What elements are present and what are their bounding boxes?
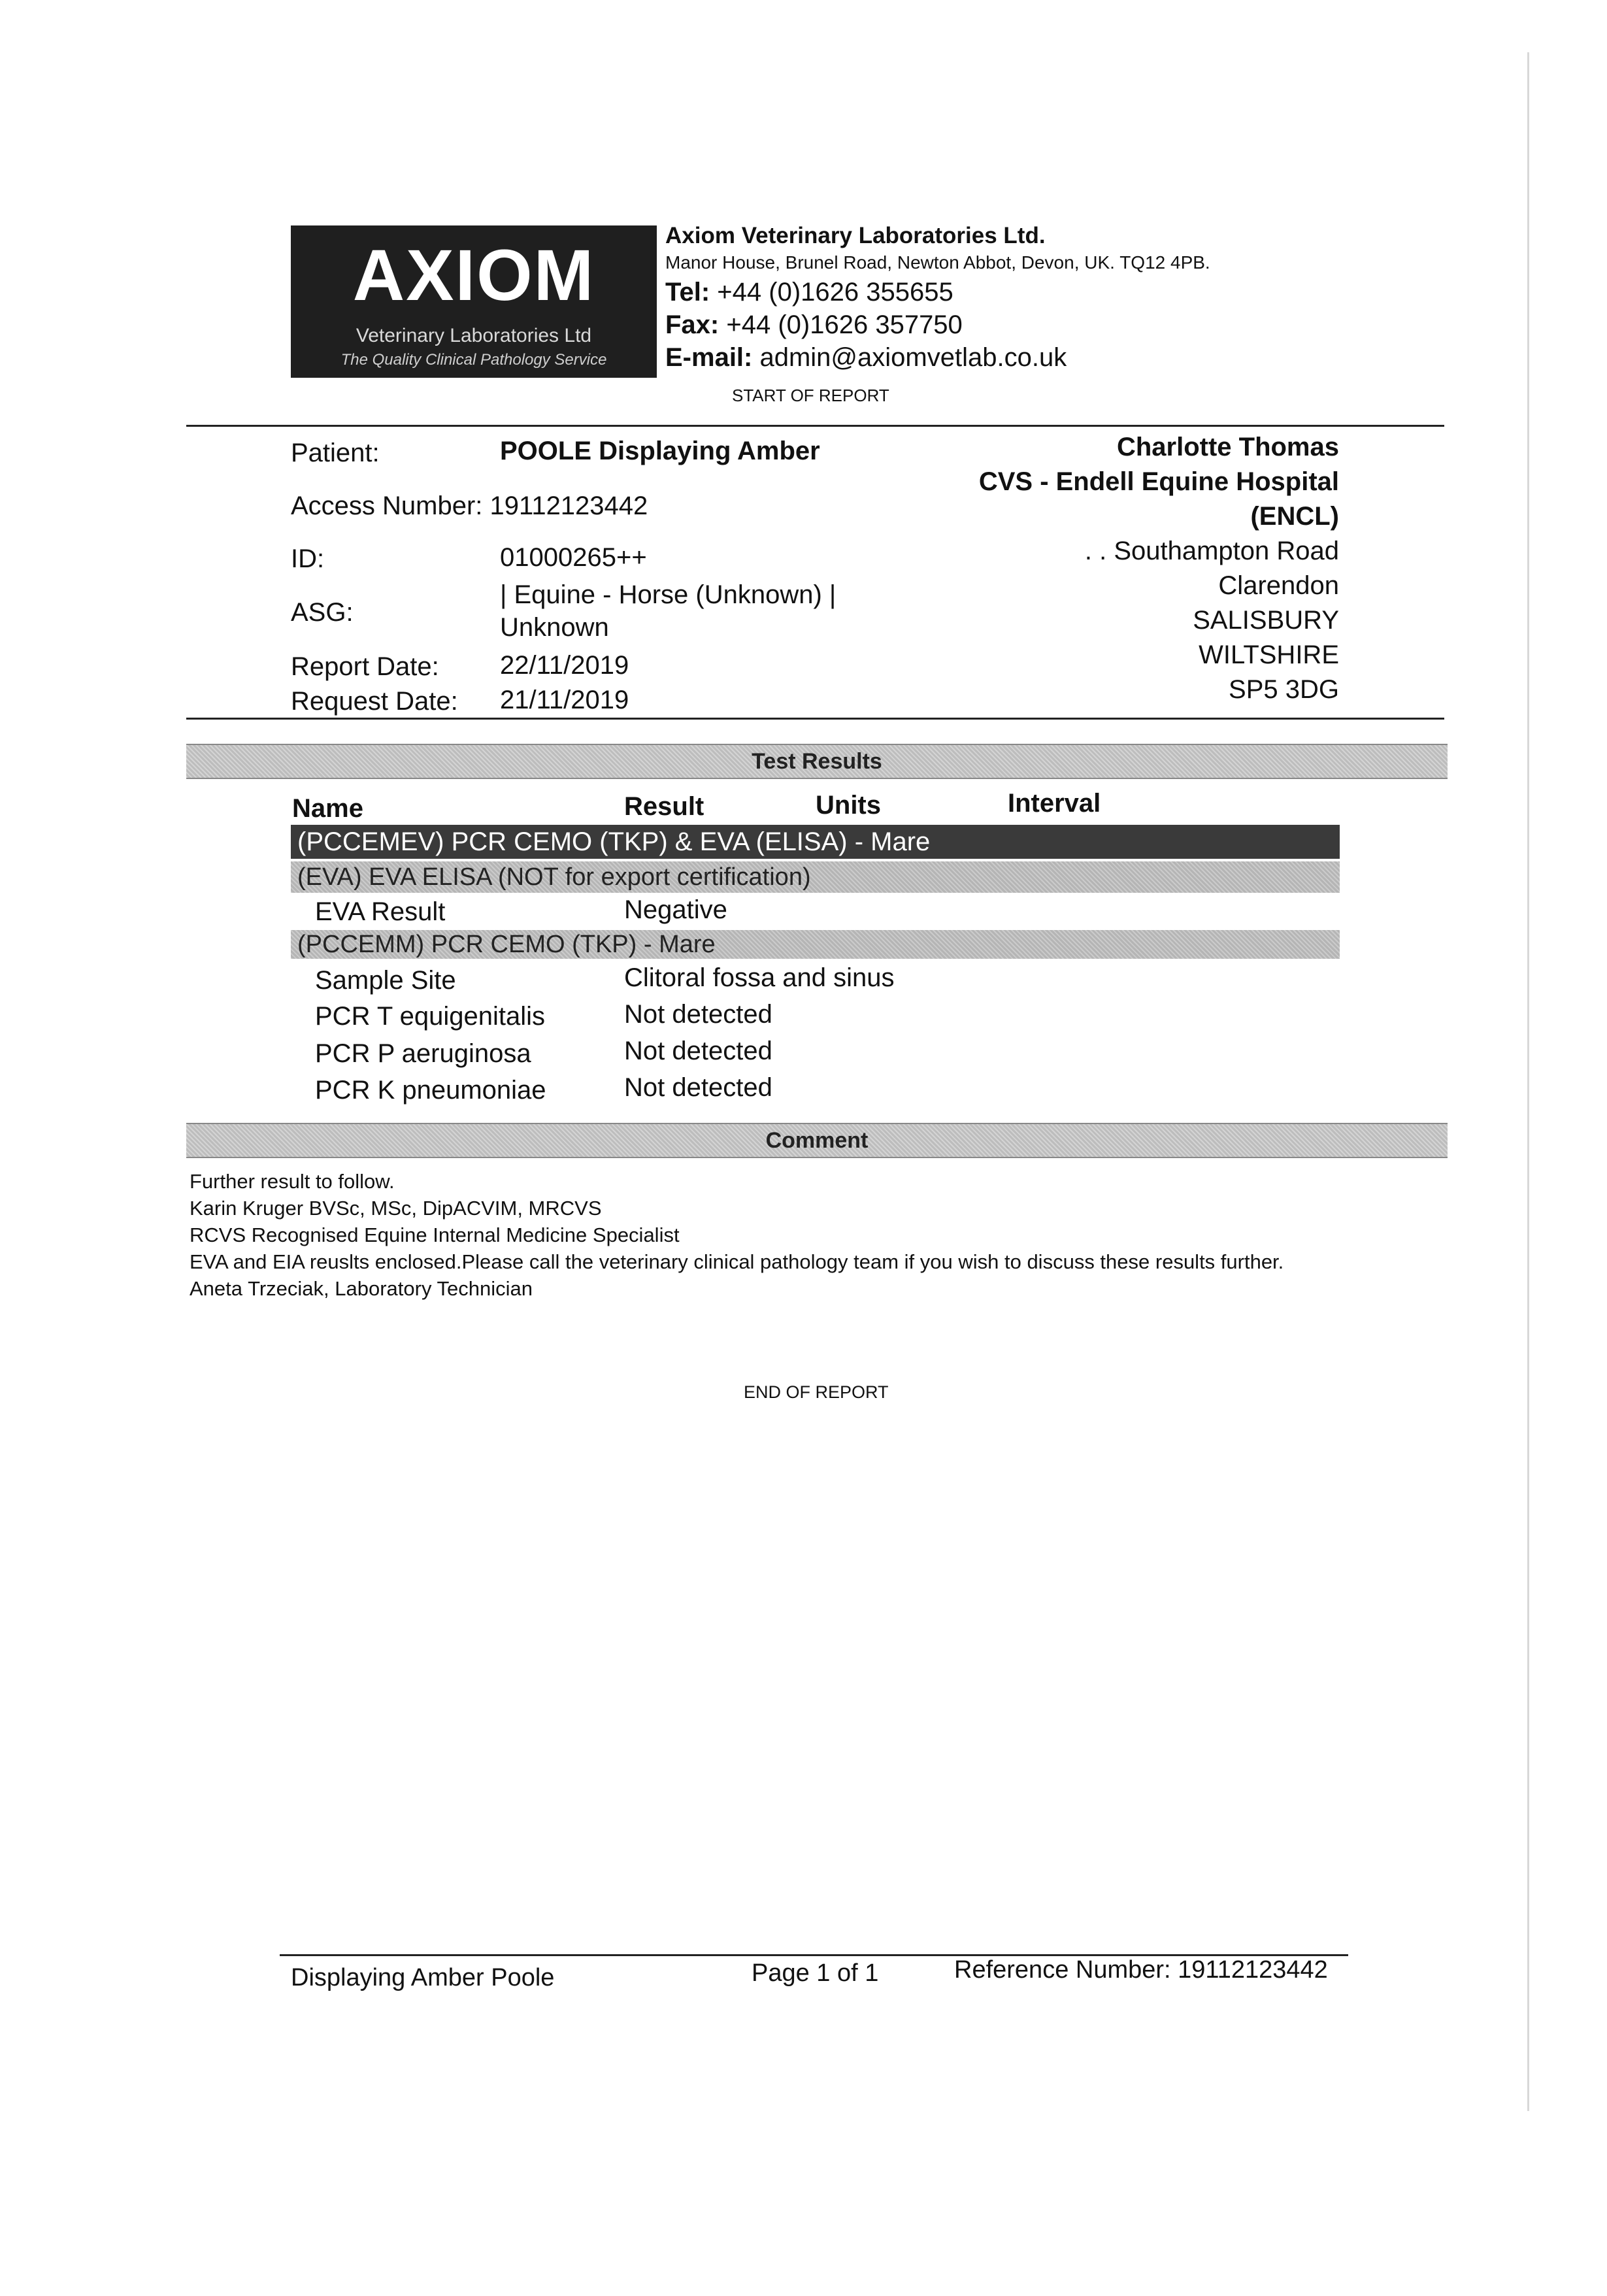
fax-label: Fax:	[665, 310, 720, 339]
logo-tagline: The Quality Clinical Pathology Service	[340, 351, 607, 369]
table-row-name: Sample Site	[315, 966, 456, 995]
table-row-result: Clitoral fossa and sinus	[624, 963, 895, 992]
footer-reference: Reference Number: 19112123442	[954, 1956, 1328, 1984]
start-of-report: START OF REPORT	[732, 386, 889, 405]
practice-line1: CVS - Endell Equine Hospital	[978, 467, 1339, 496]
patient-divider	[186, 718, 1444, 720]
comment-text	[190, 1168, 1444, 1302]
vet-name: Charlotte Thomas	[1116, 433, 1339, 461]
vet-address	[979, 430, 1339, 707]
test-results-title: Test Results	[752, 749, 882, 774]
comment-line: Further result to follow.	[190, 1170, 395, 1193]
access-label: Access Number:	[291, 491, 483, 520]
practice-line2: (ENCL)	[1250, 502, 1339, 531]
id-value: 01000265++	[500, 543, 647, 572]
tel-value: +44 (0)1626 355655	[717, 278, 953, 307]
patient-name: POOLE Displaying Amber	[500, 437, 820, 465]
asg-label: ASG:	[291, 598, 354, 627]
table-row-result: Not detected	[624, 1037, 772, 1065]
tel-label: Tel:	[665, 278, 710, 307]
table-row-name: PCR K pneumoniae	[315, 1076, 546, 1105]
test-results-band	[186, 744, 1448, 779]
postcode: SP5 3DG	[1229, 675, 1339, 704]
company-contact	[665, 222, 1319, 374]
logo-title: AXIOM	[352, 235, 595, 316]
header-divider	[186, 425, 1444, 427]
report-date-label: Report Date:	[291, 652, 439, 681]
test-group-pccemm: (PCCEMM) PCR CEMO (TKP) - Mare	[291, 930, 1340, 959]
address-line1: . . Southampton Road	[1084, 537, 1339, 565]
asg-value	[500, 578, 836, 644]
asg-value-line1: | Equine - Horse (Unknown) |	[500, 580, 837, 609]
email-value: admin@axiomvetlab.co.uk	[759, 343, 1067, 372]
col-header-name: Name	[292, 794, 363, 823]
col-header-units: Units	[816, 791, 881, 820]
eva-result-name: EVA Result	[315, 897, 446, 926]
company-name: Axiom Veterinary Laboratories Ltd.	[665, 223, 1046, 248]
footer-patient: Displaying Amber Poole	[291, 1964, 555, 1991]
logo-subtitle: Veterinary Laboratories Ltd	[356, 325, 592, 346]
comment-line: Aneta Trzeciak, Laboratory Technician	[190, 1277, 533, 1300]
request-date-value: 21/11/2019	[500, 686, 629, 714]
comment-line: EVA and EIA reuslts enclosed.Please call the veterinary clinical pathology team if you wish to discuss these results further.	[190, 1250, 1284, 1273]
table-row-name: PCR T equigenitalis	[315, 1002, 546, 1031]
fax-value: +44 (0)1626 357750	[726, 310, 963, 339]
eva-result-value: Negative	[624, 895, 727, 924]
access-number	[291, 490, 648, 522]
address-line3: SALISBURY	[1193, 606, 1339, 635]
end-of-report: END OF REPORT	[744, 1382, 889, 1402]
table-row-name: PCR P aeruginosa	[315, 1039, 531, 1068]
col-header-interval: Interval	[1008, 789, 1101, 818]
comment-band	[186, 1123, 1448, 1158]
comment-line: RCVS Recognised Equine Internal Medicine Specialist	[190, 1223, 680, 1246]
address-line2: Clarendon	[1218, 571, 1339, 600]
patient-label: Patient:	[291, 439, 380, 467]
access-value: 19112123442	[489, 491, 648, 520]
email-label: E-mail:	[665, 343, 753, 372]
test-group-pccemev: (PCCEMEV) PCR CEMO (TKP) & EVA (ELISA) - Mare	[291, 825, 1340, 859]
asg-value-line2: Unknown	[500, 613, 609, 642]
test-group-eva: (EVA) EVA ELISA (NOT for export certification)	[291, 861, 1340, 893]
page-edge-shadow	[1527, 52, 1529, 2111]
axiom-logo	[291, 225, 657, 378]
company-address: Manor House, Brunel Road, Newton Abbot, Devon, UK. TQ12 4PB.	[665, 252, 1210, 273]
id-label: ID:	[291, 544, 325, 573]
comment-title: Comment	[765, 1128, 869, 1153]
report-date-value: 22/11/2019	[500, 651, 629, 680]
table-row-result: Not detected	[624, 1073, 772, 1102]
request-date-label: Request Date:	[291, 687, 458, 716]
company-fax	[665, 308, 1319, 341]
company-tel	[665, 276, 1319, 308]
company-email	[665, 341, 1319, 374]
comment-line: Karin Kruger BVSc, MSc, DipACVIM, MRCVS	[190, 1197, 602, 1220]
address-line4: WILTSHIRE	[1199, 641, 1339, 669]
col-header-result: Result	[624, 792, 704, 821]
footer-page: Page 1 of 1	[752, 1959, 879, 1987]
table-row-result: Not detected	[624, 1000, 772, 1029]
